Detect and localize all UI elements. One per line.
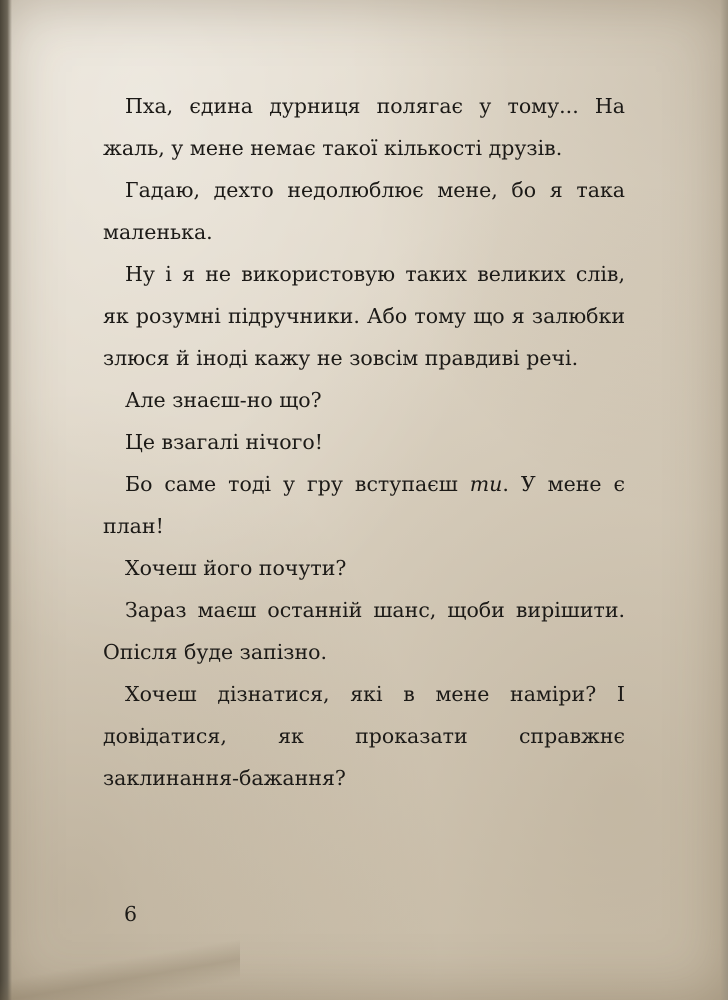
paragraph-9: Хочеш дізнатися, які в мене наміри? І довідатися, як проказати справжнє заклинання-бажання? (103, 682, 625, 790)
paragraph-2: Гадаю, дехто недолюблює мене, бо я така маленька. (103, 178, 625, 244)
paragraph-6-after: . У мене є план! (103, 472, 625, 538)
body-text (103, 85, 625, 799)
page-edge-left (0, 0, 12, 1000)
page-edge-right (720, 0, 728, 1000)
paper-crease (0, 940, 240, 1000)
paragraph-7: Хочеш його почути? (125, 556, 347, 580)
page-number: 6 (124, 902, 138, 926)
paragraph-8: Зараз маєш останній шанс, щоби вирішити. Опісля буде запізно. (103, 598, 625, 664)
paragraph-6 (103, 463, 625, 547)
emphasized-word: ти (469, 472, 503, 496)
paragraph-6-before: Бо саме тоді у гру вступаєш (125, 472, 470, 496)
paragraph-4: Але знаєш-но що? (125, 388, 322, 412)
paragraph-3: Ну і я не використовую таких великих слів, як розумні підручники. Або тому що я залюбки злюся й іноді кажу не зовсім правдиві речі. (103, 262, 625, 370)
paragraph-5: Це взагалі нічого! (125, 430, 323, 454)
paragraph-1: Пха, єдина дурниця полягає у тому... На жаль, у мене немає такої кількості друзів. (103, 94, 625, 160)
